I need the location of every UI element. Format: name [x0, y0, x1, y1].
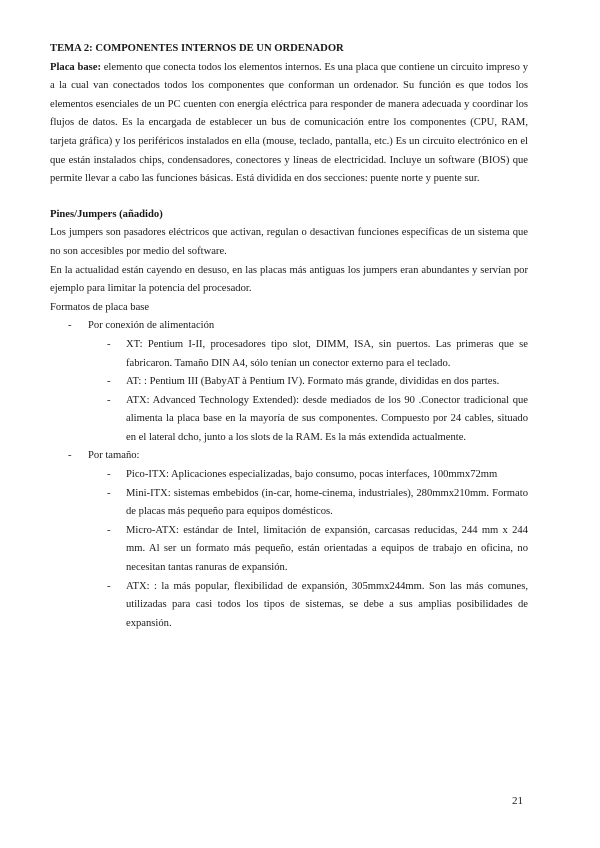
spacer: [50, 189, 528, 206]
placa-base-text: elemento que conecta todos los elementos internos. Es una placa que contiene un circuito impreso y a la cual van conectados todos los componentes que conforman un ordenador. Su función es que todos los elementos esenciales de un PC cuenten con energía eléctrica para responder de manera adecuada y coordinar los flujos de datos. Es la encargada de establecer un bus de comunicación entre los componentes (CPU, RAM, tarjeta gráfica) y los periféricos instalados en ella (mouse, teclado, pantalla, etc.) Es un circuito electrónico en el que están instalados chips, condensadores, conectores y líneas de electricidad. Incluye un software (BIOS) que permite llevar a cabo las funciones básicas. Está dividida en dos secciones: puente norte y puente sur.: [50, 61, 528, 185]
list-dash: -: [107, 338, 111, 350]
placa-base-paragraph: [50, 59, 528, 189]
list-dash: -: [107, 580, 111, 592]
jumpers-heading: Pines/Jumpers (añadido): [50, 208, 163, 220]
placa-base-label: Placa base:: [50, 61, 101, 73]
list-item-text: Micro-ATX: estándar de Intel, limitación de expansión, carcasas reducidas, 244 mm x 244 mm. Al ser un formato más pequeño, están orientadas a equipos de trabajo en oficina, no necesitan tantas ranuras de expansión.: [126, 524, 528, 574]
list-item-text: Pico-ITX: Aplicaciones especializadas, bajo consumo, pocas interfaces, 100mmx72mm: [126, 469, 498, 481]
list-item-atx-size: [50, 578, 528, 634]
list-dash: -: [107, 524, 111, 536]
list-item-text: XT: Pentium I-II, procesadores tipo slot, DIMM, ISA, sin puertos. Las primeras que se fabricaron. Tamaño DIN A4, sólo tenían un conector externo para el teclado.: [126, 338, 528, 369]
list-item-text: ATX: : la más popular, flexibilidad de expansión, 305mmx244mm. Son las más comunes, utilizadas para casi todos los tipos de sistemas, se debe a sus amplias posibilidades de expansión.: [126, 580, 528, 629]
list-dash: -: [107, 469, 111, 481]
jumpers-paragraph-1: Los jumpers son pasadores eléctricos que activan, regulan o desactivan funciones específicas de un sistema que no son accesibles por medio del software.: [50, 227, 528, 257]
list-item-text: Mini-ITX: sistemas embebidos (in-car, home-cinema, industriales), 280mmx210mm. Formato de placas más pequeño para equipos domésticos.: [126, 487, 528, 518]
formatos-heading: Formatos de placa base: [50, 301, 150, 313]
document-page: [50, 40, 528, 633]
list-item-mini-itx: [50, 485, 528, 522]
list-dash: -: [68, 320, 72, 332]
list-dash: -: [68, 450, 72, 462]
group-alimentacion: [50, 317, 528, 336]
group-tamano: [50, 447, 528, 466]
list-dash: -: [107, 487, 111, 499]
list-item-at: [50, 373, 528, 392]
list-item-atx-alim: [50, 392, 528, 448]
group-label: Por tamaño:: [88, 450, 140, 462]
list-item-text: AT: : Pentium III (BabyAT à Pentium IV). Formato más grande, divididas en dos partes.: [126, 376, 500, 388]
page-number: 21: [512, 795, 523, 807]
list-item-xt: [50, 336, 528, 373]
list-dash: -: [107, 394, 111, 406]
list-item-micro-atx: [50, 522, 528, 578]
page-title: TEMA 2: COMPONENTES INTERNOS DE UN ORDENADOR: [50, 43, 344, 54]
list-item-pico-itx: [50, 466, 528, 485]
group-label: Por conexión de alimentación: [88, 320, 215, 332]
list-dash: -: [107, 376, 111, 388]
jumpers-paragraph-2: En la actualidad están cayendo en desuso, en las placas más antiguas los jumpers eran abundantes y servían por ejemplo para limitar la potencia del procesador.: [50, 264, 528, 295]
list-item-text: ATX: Advanced Technology Extended): desde mediados de los 90 .Conector tradicional que alimenta la placa base en la mayoría de sus componentes. Compuesto por 24 cables, situado en el lateral dcho, junto a los slots de la RAM. Es la más extendida actualmente.: [126, 394, 528, 443]
